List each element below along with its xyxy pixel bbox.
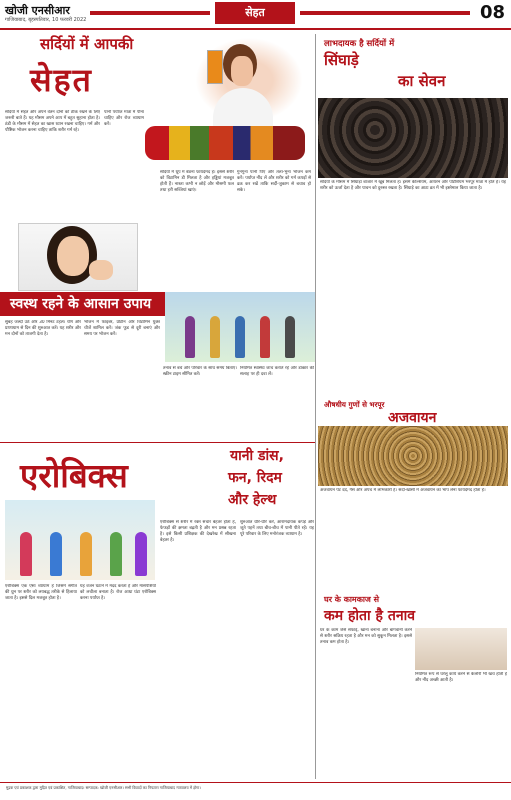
aerobics-class-photo	[5, 500, 155, 580]
imprint-footer: मुद्रक एवं प्रकाशक द्वारा मुद्रित एवं प्रकाशित, गाजियाबाद। सम्पादक: खोजी एनसीआर। सभी विवादों का निपटारा गाजियाबाद न्यायालय में होगा।	[0, 782, 511, 800]
water-chestnut-body: सर्दियों के मौसम में सिंघाड़ा बाजार में खूब मिलता है। इसमें कैल्शियम, आयरन और पोटैशियम भरपूर मात्रा में होते हैं। यह शरीर को ऊर्जा देता है और पाचन को दुरुस्त रखता है। सिंघाड़े का आटा व्रत में भी इस्तेमाल किया जाता है।	[320, 180, 506, 192]
brand-name: खोजी एनसीआर	[5, 4, 70, 17]
aerobics-col4: शुरुआत धीरे-धीरे करें, आरामदायक कपड़े और जूते पहनें तथा बीच-बीच में पानी पीते रहें। यह पूरे परिवार के लिए मनोरंजक व्यायाम है।	[240, 520, 314, 538]
group-walking-photo	[165, 292, 315, 362]
aerobics-col2: यह वजन घटाने में मदद करता है और मांसपेशियों को लचीला बनाता है। रोज आधा घंटा एरोबिक्स करना पर्याप्त है।	[80, 584, 156, 602]
aerobics-sub2: फन, रिदम	[228, 470, 282, 486]
easy-ways-col2: भोजन में फाइबर, प्रोटीन और विटामिन युक्त चीजें शामिल करें। जंक फूड से दूरी बनाएं और समय पर भोजन करें।	[84, 320, 160, 338]
water-chestnut-title-line1: सिंघाड़े	[324, 51, 359, 69]
ajwain-photo	[318, 426, 508, 486]
ajwain-body: अजवायन पेट दर्द, गैस और अपच में लाभकारी है। सर्दी-खांसी में अजवायन का भाप लेना फायदेमंद होता है।	[320, 488, 486, 493]
section-name: सेहत	[215, 2, 295, 24]
fruits-photo	[145, 126, 305, 160]
easy-ways-col4: नियमित स्वास्थ्य जांच कराते रहें और डॉक्टर की सलाह पर ही दवा लें।	[240, 366, 314, 378]
ajwain-title: अजवायन	[388, 410, 437, 426]
stress-kicker: घर के कामकाज से	[324, 595, 380, 604]
right-column	[318, 34, 508, 779]
date-line: गाजियाबाद, बृहस्पतिवार, 10 फरवरी 2022	[5, 17, 87, 23]
easy-ways-col1: सुबह जल्दी उठें और 30 मिनट टहलें। योग और प्राणायाम से दिन की शुरुआत करें। यह शरीर और मन दोनों को ताजगी देता है।	[5, 320, 81, 338]
water-chestnut-title-line2: का सेवन	[398, 72, 446, 90]
easy-ways-col3: तनाव से बचें और परिवार के साथ समय बिताएं। स्क्रीन टाइम सीमित करें।	[163, 366, 237, 378]
water-chestnut-photo	[318, 98, 508, 178]
main-article-col1: सर्दियों में सेहत और अपने वेतन दोनों को ठीक रखने के लिए जरूरी बाते हैं। यह मौसम अपने आप में बहुत सुहाना होता है। ठंडी के मौसम में सेहत का खास ध्यान रखना चाहिए। गर्म और पौष्टिक भोजन करना चाहिए ताकि शरीर गर्म रहे।	[5, 110, 100, 134]
aerobics-sub3: और हेल्थ	[228, 492, 277, 508]
stress-title: कम होता है तनाव	[324, 608, 416, 624]
aerobics-col3: एरोबिक्स से शरीर में रक्त संचार बेहतर होता है, फेफड़ों की क्षमता बढ़ती है और मन प्रसन्न रहता है। इसे किसी प्रशिक्षक की देखरेख में सीखना बेहतर है।	[160, 520, 236, 544]
main-article-col4: गुनगुना पानी पिएं और तला-भुना भोजन कम करें। पर्याप्त नींद लें और शरीर को गर्म कपड़ों से ढक कर रखें ताकि सर्दी-जुकाम से बचाव हो सके।	[237, 170, 311, 194]
column-divider	[315, 34, 316, 779]
aerobics-col1: एरोबिक्स एक ऐसा व्यायाम है जिसमें संगीत की धुन पर शरीर को लयबद्ध तरीके से हिलाया जाता है। इससे दिल मजबूत होता है।	[5, 584, 77, 602]
ajwain-kicker: औषधीय गुणों से भरपूर	[324, 400, 385, 409]
aerobics-sub1: यानी डांस,	[230, 448, 284, 464]
main-article-col2: पानी पर्याप्त मात्रा में पीना चाहिए और रोज व्यायाम करें।	[104, 110, 144, 128]
main-title-line2: सेहत	[30, 61, 93, 99]
aerobics-title: एरोबिक्स	[20, 456, 128, 495]
woman-portrait-photo	[18, 223, 138, 291]
stress-body-col1: घर के काम जैसे सफाई, खाना बनाना और बागवानी करने से शरीर सक्रिय रहता है और मन को सुकून मिलता है। इससे तनाव कम होता है।	[320, 628, 412, 646]
water-chestnut-kicker: लाभदायक है सर्दियों में	[324, 39, 395, 49]
header-rule-left	[90, 11, 210, 15]
housework-photo	[415, 628, 507, 670]
main-article-col3: सर्दियों में धूप में बैठना फायदेमंद है। इससे शरीर को विटामिन डी मिलता है और हड्डियां मजबूत होती हैं। नाश्ता कभी न छोड़ें और मौसमी फल तथा हरी सब्जियां खाएं।	[160, 170, 234, 194]
page-header	[0, 0, 511, 30]
stress-body-col2: नियमित रूप से घरेलू कार्य करने से कैलोरी भी खर्च होती है और नींद अच्छी आती है।	[415, 672, 507, 684]
header-rule-right	[300, 11, 470, 15]
main-title-line1: सर्दियों में आपकी	[40, 35, 134, 53]
page-number: 08	[479, 2, 505, 23]
easy-ways-heading: स्वस्थ रहने के आसान उपाय	[10, 296, 152, 312]
